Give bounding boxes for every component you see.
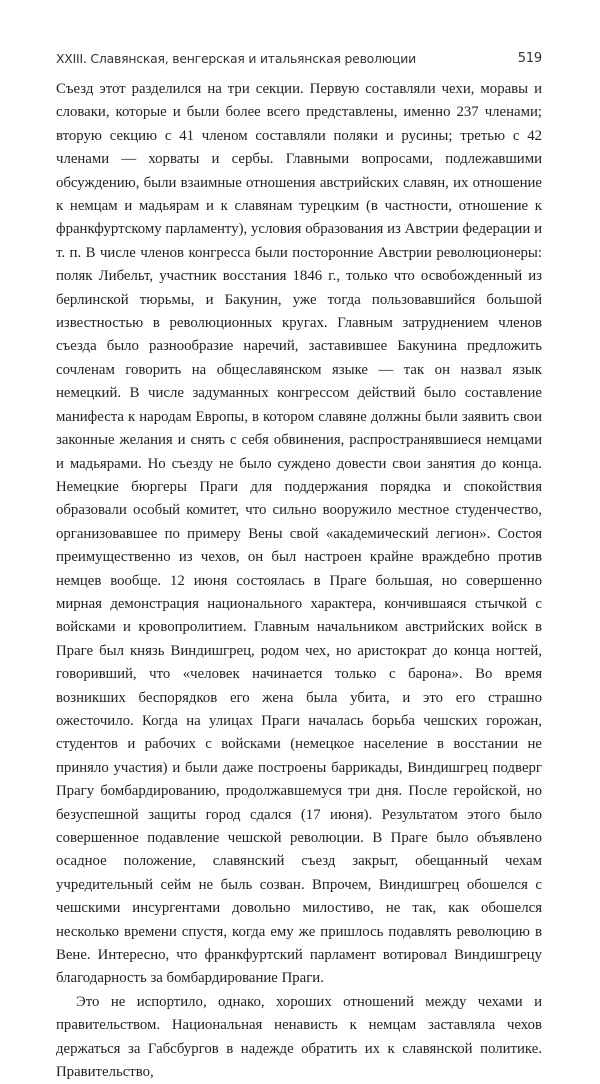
paragraph-2: Это не испортило, однако, хороших отношений между чехами и правительством. Национальная ненависть к немцам заставляла чехов держаться за Габсбургов в надежде обратить их к славянской политике. Правительство,: [56, 993, 542, 1081]
paragraph-1: Съезд этот разделился на три секции. Первую составляли чехи, моравы и словаки, которые и были более всего представлены, именно 237 членами; вторую секцию с 41 членом составляли поляки и русины; третью с 42 членами — хорваты и сербы. Главными вопросами, подлежавшими обсуждению, были взаимные отношения австрийских славян, их отношение к немцам и мадьярам и к славянам турецким (в частности, отношение к франкфуртскому парламенту), условия образования из Австрии федерации и т. п. В числе членов конгресса были посторонние Австрии революционеры: поляк Либельт, участник восстания 1846 г., только что освобожденный из берлинской тюрьмы, и Бакунин, уже тогда пользовавшийся большой известностью в революционных кругах. Главным затруднением членов съезда было разнообразие наречий, заставившее Бакунина предложить сочленам говорить на общеславянском языке — так он назвал язык немецкий. В числе задуманных конгрессом действий было составление манифеста к народам Европы, в котором славяне должны были заявить свои законные желания и снять с себя обвинения, распространявшиеся немцами и мадьярами. Но съезду не было суждено довести свои занятия до конца. Немецкие бюргеры Праги для поддержания порядка и спокойствия образовали особый комитет, что сильно вооружило местное студенчество, организовавшее по примеру Вены свой «академический легион». Состоя преимущественно из чехов, он был настроен крайне враждебно против немцев вообще. 12 июня состоялась в Праге большая, но совершенно мирная демонстрация национального характера, кончившаяся стычкой с войсками и кровопролитием. Главным начальником австрийских войск в Праге был князь Виндишгрец, родом чех, но аристократ до конца ногтей, говоривший, что «человек начинается только с барона». Во время возникших беспорядков его жена была убита, и это его страшно ожесточило. Когда на улицах Праги началась борьба чешских горожан, студентов и рабочих с войсками (немецкое население в восстании не приняло участия) и были даже построены баррикады, Виндишгрец подверг Прагу бомбардированию, продолжавшемуся три дня. После геройской, но безуспешной защиты город сдался (17 июня). Результатом этого было совершенное подавление чешской революции. В Праге было объявлено осадное положение, славянский съезд закрыт, обещанный чехам учредительный сейм не быль созван. Впрочем, Виндишгрец обошелся с чешскими инсургентами довольно милостиво, не так, как обошелся несколько времени спустя, когда ему же пришлось подавлять революцию в Вене. Интересно, что франкфуртский парламент вотировал Виндишгрецу благодарность за бомбардирование Праги.: [56, 81, 542, 987]
running-header: [56, 51, 542, 71]
body-text: [56, 78, 542, 1084]
book-page: [56, 0, 542, 1081]
page-number: 519: [517, 51, 542, 66]
chapter-title: XXIII. Славянская, венгерская и итальянская революции: [56, 51, 416, 66]
